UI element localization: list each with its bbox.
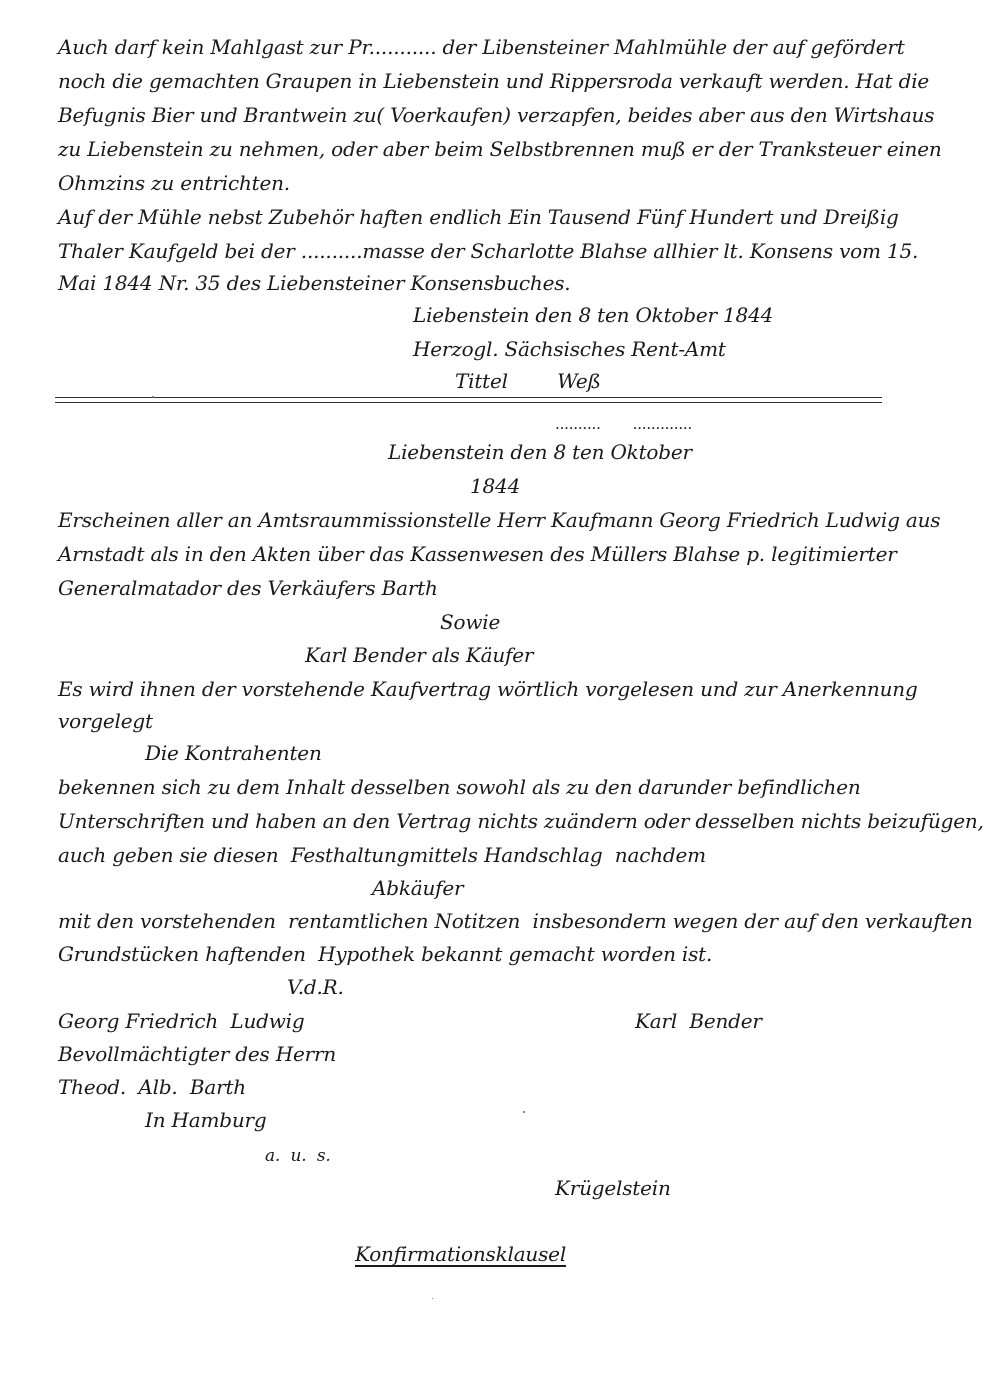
- closing-place-date: Liebenstein den 8 ten Oktober 1844: [413, 303, 774, 327]
- text-line: Es wird ihnen der vorstehende Kaufvertrag wörtlich vorgelesen und zur Anerkennung: [58, 677, 918, 701]
- signature-place: In Hamburg: [145, 1108, 267, 1132]
- scan-speck: [432, 1298, 433, 1299]
- clause-heading: Konfirmationsklausel: [355, 1242, 567, 1266]
- protocol-year: 1844: [470, 474, 521, 498]
- text-line: Erscheinen aller an Amtsraummissionstelle Herr Kaufmann Georg Friedrich Ludwig aus: [58, 508, 941, 532]
- text-line: auch geben sie diesen Festhaltungmittels Handschlag nachdem: [58, 843, 706, 867]
- divider-line: [55, 397, 882, 398]
- text-line: Abkäufer: [372, 876, 464, 900]
- scan-speck: [523, 1111, 525, 1113]
- signature-buyer: Karl Bender: [635, 1009, 762, 1033]
- signature-name: Georg Friedrich Ludwig: [58, 1009, 305, 1033]
- text-line: Grundstücken haftenden Hypothek bekannt gemacht worden ist.: [58, 942, 713, 966]
- text-line: vorgelegt: [58, 709, 153, 733]
- divider-line: [55, 402, 882, 403]
- text-line: Befugnis Bier und Brantwein zu( Voerkaufen) verzapfen, beides aber aus den Wirtshaus: [58, 103, 935, 127]
- text-line: zu Liebenstein zu nehmen, oder aber beim Selbstbrennen muß er der Tranksteuer einen: [58, 137, 942, 161]
- text-line: Unterschriften und haben an den Vertrag nichts zuändern oder desselben nichts beizufügen,: [58, 809, 984, 833]
- text-line: bekennen sich zu dem Inhalt desselben sowohl als zu den darunder befindlichen: [58, 775, 861, 799]
- text-line: Mai 1844 Nr. 35 des Liebensteiner Konsensbuches.: [58, 271, 571, 295]
- text-line: noch die gemachten Graupen in Liebenstein und Rippersroda verkauft werden. Hat die: [58, 69, 930, 93]
- signature-role: Bevollmächtigter des Herrn: [58, 1042, 337, 1066]
- text-line: Sowie: [440, 610, 501, 634]
- text-line: Thaler Kaufgeld bei der ..........masse der Scharlotte Blahse allhier lt. Konsens vom 15.: [58, 239, 919, 263]
- official-signature: Krügelstein: [555, 1176, 671, 1200]
- text-line: Arnstadt als in den Akten über das Kassenwesen des Müllers Blahse p. legitimierter: [58, 542, 897, 566]
- scan-speck: [152, 396, 154, 398]
- aus-note: a. u. s.: [265, 1146, 331, 1166]
- text-line: Die Kontrahenten: [145, 741, 322, 765]
- protocol-place-date: Liebenstein den 8 ten Oktober: [388, 440, 692, 464]
- dotted-placeholder: .......... .............: [555, 415, 693, 433]
- text-line: V.d.R.: [287, 975, 344, 999]
- text-line: Ohmzins zu entrichten.: [58, 171, 290, 195]
- text-line: Generalmatador des Verkäufers Barth: [58, 576, 438, 600]
- closing-signatures: Tittel Weß: [455, 369, 601, 393]
- text-line: Karl Bender als Käufer: [305, 643, 534, 667]
- closing-office: Herzogl. Sächsisches Rent-Amt: [413, 337, 726, 361]
- text-line: mit den vorstehenden rentamtlichen Notitzen insbesondern wegen der auf den verkauften: [58, 909, 973, 933]
- text-line: Auf der Mühle nebst Zubehör haften endlich Ein Tausend Fünf Hundert und Dreißig: [58, 205, 899, 229]
- signature-principal: Theod. Alb. Barth: [58, 1075, 246, 1099]
- text-line: Auch darf kein Mahlgast zur Pr........... der Libensteiner Mahlmühle der auf gefördert: [58, 35, 905, 59]
